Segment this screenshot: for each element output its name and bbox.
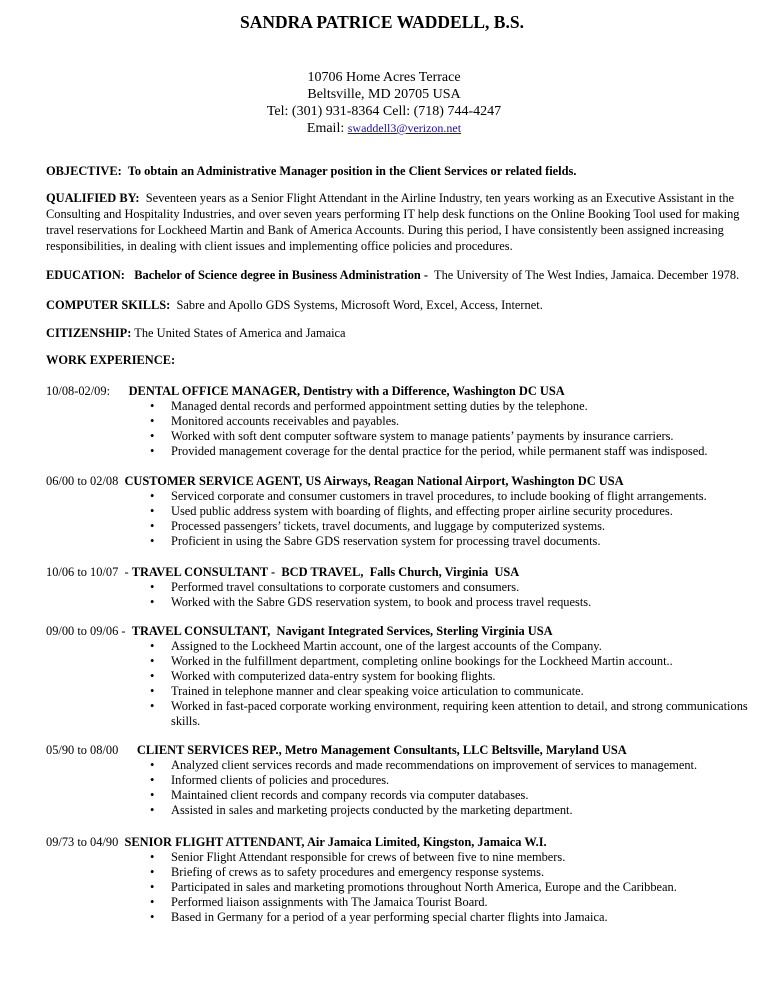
bullet-icon: •	[150, 580, 155, 594]
job-bullet	[46, 850, 566, 865]
job-bullet	[46, 910, 608, 925]
bullet-icon: •	[150, 534, 155, 548]
job-bullet	[46, 414, 565, 429]
bullet-text: Maintained client records and company records via computer databases.	[171, 788, 529, 802]
bullet-text: Senior Flight Attendant responsible for crews of between five to nine members.	[171, 850, 566, 864]
bullet-icon: •	[150, 669, 155, 683]
address-line-1: 10706 Home Acres Terrace	[307, 70, 461, 85]
bullet-text: Worked in the fulfillment department, completing online bookings for the Lockheed Martin account..	[171, 654, 673, 668]
bullet-text: Participated in sales and marketing promotions throughout North America, Europe and the Caribbean.	[171, 880, 677, 894]
bullet-icon: •	[150, 595, 155, 609]
phone-line: Tel: (301) 931-8364 Cell: (718) 744-4247	[266, 104, 502, 119]
job-title: TRAVEL CONSULTANT, Navigant Integrated Services, Sterling Virginia USA	[131, 624, 553, 638]
address-line-2: Beltsville, MD 20705 USA	[307, 87, 461, 102]
job-title: SENIOR FLIGHT ATTENDANT, Air Jamaica Limited, Kingston, Jamaica W.I.	[124, 835, 547, 849]
job-header	[46, 474, 624, 489]
job-bullet	[46, 580, 519, 595]
job-bullet	[46, 895, 547, 910]
job-entry	[46, 384, 708, 459]
job-bullet	[46, 595, 592, 610]
job-dates: 09/00 to 09/06 -	[46, 624, 132, 638]
bullet-icon: •	[150, 910, 155, 924]
bullet-text: Based in Germany for a period of a year performing special charter flights into Jamaica.	[171, 910, 608, 924]
email-line	[0, 121, 768, 137]
bullet-icon: •	[150, 758, 155, 772]
bullet-icon: •	[150, 865, 155, 879]
work-experience-heading: WORK EXPERIENCE:	[46, 353, 176, 367]
bullet-text: Serviced corporate and consumer customers in travel procedures, to include booking of flight arrangements.	[171, 489, 707, 503]
job-bullet	[46, 699, 748, 714]
job-bullet	[46, 639, 602, 654]
education-degree: Bachelor of Science degree in Business Administration -	[134, 268, 429, 282]
education-label: EDUCATION:	[46, 268, 125, 282]
job-entry	[46, 743, 698, 818]
job-bullet	[46, 865, 547, 880]
objective	[46, 164, 576, 179]
bullet-icon: •	[150, 699, 155, 713]
bullet-text: Worked with computerized data-entry system for booking flights.	[171, 669, 496, 683]
job-title: CLIENT SERVICES REP., Metro Management Consultants, LLC Beltsville, Maryland USA	[136, 743, 627, 757]
skills-text: Sabre and Apollo GDS Systems, Microsoft Word, Excel, Access, Internet.	[176, 298, 543, 312]
job-bullet	[46, 429, 674, 444]
bullet-icon: •	[150, 880, 155, 894]
objective-label: OBJECTIVE:	[46, 164, 122, 178]
candidate-name: SANDRA PATRICE WADDELL, B.S.	[240, 12, 524, 32]
job-bullet	[46, 654, 673, 669]
bullet-icon: •	[150, 773, 155, 787]
qualified-label: QUALIFIED BY:	[46, 191, 140, 205]
bullet-text: Trained in telephone manner and clear speaking voice articulation to communicate.	[171, 684, 584, 698]
education	[46, 268, 739, 283]
job-bullet	[46, 880, 677, 895]
bullet-text: Used public address system with boarding of flights, and effecting proper airline security procedures.	[171, 504, 673, 518]
bullet-icon: •	[150, 429, 155, 443]
job-header	[46, 624, 553, 639]
job-bullet	[46, 714, 553, 729]
bullet-icon: •	[150, 850, 155, 864]
bullet-text: Worked with soft dent computer software system to manage patients’ payments by insurance carriers.	[171, 429, 674, 443]
qualified-line: travel reservations for Lockheed Martin and Bank of America Accounts. During this period, I have consistently been assigned increasing	[46, 223, 724, 237]
bullet-icon: •	[150, 399, 155, 413]
bullet-icon: •	[150, 654, 155, 668]
bullet-icon: •	[150, 504, 155, 518]
bullet-text: Briefing of crews as to safety procedures and emergency response systems.	[171, 865, 545, 879]
email-label: Email:	[306, 121, 345, 136]
bullet-text: Assisted in sales and marketing projects conducted by the marketing department.	[171, 803, 573, 817]
citizenship	[46, 326, 346, 341]
email-link[interactable]: swaddell3@verizon.net	[347, 121, 462, 135]
bullet-text: Performed travel consultations to corporate customers and consumers.	[171, 580, 520, 594]
job-title: TRAVEL CONSULTANT - BCD TRAVEL, Falls Church, Virginia USA	[131, 565, 520, 579]
job-bullet	[46, 788, 627, 803]
job-header	[46, 743, 627, 758]
job-bullet	[46, 684, 584, 699]
job-entry	[46, 835, 677, 925]
bullet-text: Proficient in using the Sabre GDS reservation system for processing travel documents.	[171, 534, 601, 548]
job-dates: 05/90 to 08/00	[46, 743, 137, 757]
bullet-text: Analyzed client services records and made recommendations on improvement of services to management.	[171, 758, 698, 772]
job-dates: 10/08-02/09:	[46, 384, 129, 398]
job-entry	[46, 624, 748, 729]
bullet-text: Processed passengers’ tickets, travel documents, and luggage by computerized systems.	[171, 519, 606, 533]
job-bullet	[46, 773, 627, 788]
bullet-icon: •	[150, 788, 155, 802]
bullet-text: Informed clients of policies and procedures.	[171, 773, 390, 787]
bullet-icon: •	[150, 895, 155, 909]
citizenship-text: The United States of America and Jamaica	[134, 326, 346, 340]
education-text: The University of The West Indies, Jamaica. December 1978.	[434, 268, 740, 282]
job-bullet	[46, 399, 588, 414]
qualified-line: Seventeen years as a Senior Flight Attendant in the Airline Industry, ten years working as an Executive Assistant in the	[145, 191, 735, 205]
citizenship-label: CITIZENSHIP:	[46, 326, 132, 340]
job-bullet	[46, 519, 624, 534]
job-header	[46, 565, 519, 580]
bullet-text: Assigned to the Lockheed Martin account, one of the largest accounts of the Company.	[171, 639, 602, 653]
bullet-text: Worked with the Sabre GDS reservation system, to book and process travel requests.	[171, 595, 592, 609]
bullet-text: Provided management coverage for the dental practice for the period, while permanent staff was indisposed.	[171, 444, 708, 458]
bullet-icon: •	[150, 489, 155, 503]
bullet-icon: •	[150, 444, 155, 458]
qualified-line: responsibilities, in dealing with client issues and implementing office policies and procedures.	[46, 239, 513, 253]
job-header	[46, 835, 547, 850]
job-bullet	[46, 489, 707, 504]
bullet-icon: •	[150, 519, 155, 533]
job-header	[46, 384, 565, 399]
job-title: CUSTOMER SERVICE AGENT, US Airways, Reagan National Airport, Washington DC USA	[124, 474, 624, 488]
job-bullet	[46, 803, 627, 818]
job-bullet	[46, 444, 708, 459]
computer-skills	[46, 298, 543, 313]
job-entry	[46, 565, 592, 610]
qualified-section	[46, 190, 739, 254]
skills-label: COMPUTER SKILLS:	[46, 298, 171, 312]
job-bullet	[46, 534, 624, 549]
bullet-icon: •	[150, 414, 155, 428]
job-dates: 09/73 to 04/90	[46, 835, 125, 849]
job-bullet	[46, 758, 698, 773]
bullet-icon: •	[150, 639, 155, 653]
bullet-text: Managed dental records and performed appointment setting duties by the telephone.	[171, 399, 588, 413]
bullet-text: Performed liaison assignments with The Jamaica Tourist Board.	[171, 895, 488, 909]
bullet-icon: •	[150, 684, 155, 698]
bullet-text: Worked in fast-paced corporate working environment, requiring keen attention to detail, and strong communications	[171, 699, 748, 713]
objective-text: To obtain an Administrative Manager position in the Client Services or related fields.	[127, 164, 577, 178]
job-entry	[46, 474, 707, 549]
bullet-icon: •	[150, 803, 155, 817]
bullet-text: Monitored accounts receivables and payables.	[171, 414, 400, 428]
job-bullet	[46, 504, 673, 519]
job-dates: 10/06 to 10/07 -	[46, 565, 132, 579]
bullet-text: skills.	[171, 714, 201, 728]
job-title: DENTAL OFFICE MANAGER, Dentistry with a Difference, Washington DC USA	[128, 384, 565, 398]
job-bullet	[46, 669, 553, 684]
qualified-line: Consulting and Hospitality Industries, and over seven years performing IT help desk functions on the Online Booking Tool used for making	[46, 207, 740, 221]
job-dates: 06/00 to 02/08	[46, 474, 125, 488]
